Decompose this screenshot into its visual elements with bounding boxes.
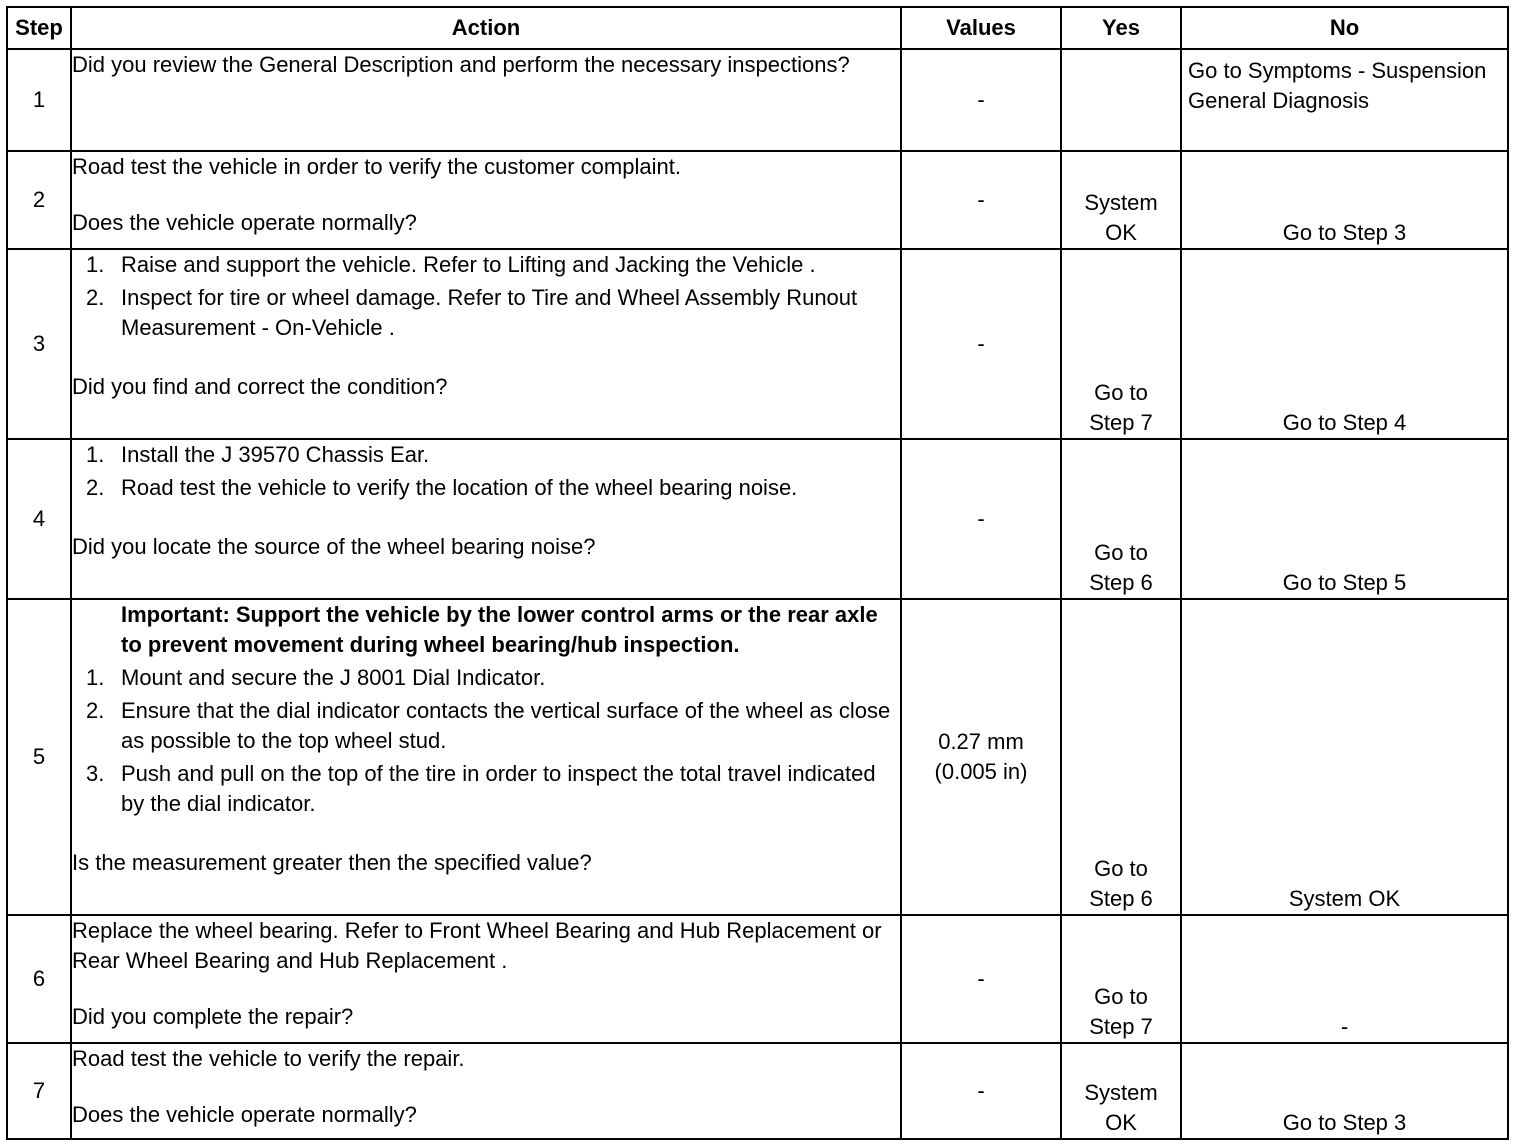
list-item: [72, 759, 900, 819]
yes-cell: [1061, 1043, 1181, 1139]
yes-cell: [1061, 49, 1181, 151]
yes-cell: [1061, 249, 1181, 439]
table-row: [7, 1043, 1508, 1139]
header-no: No: [1181, 7, 1508, 49]
item-text: Install the J 39570 Chassis Ear.: [121, 442, 430, 467]
action-cell: [71, 1043, 901, 1139]
action-question: Does the vehicle operate normally?: [72, 210, 417, 235]
table-row: [7, 439, 1508, 599]
step-number: 5: [7, 599, 71, 915]
no-cell: Go to Step 5: [1181, 439, 1508, 599]
no-cell: Go to Step 3: [1181, 151, 1508, 249]
action-intro: Road test the vehicle to verify the repair.: [72, 1046, 465, 1071]
table-row: [7, 599, 1508, 915]
procedure-list: [72, 250, 900, 343]
values-cell: [901, 599, 1061, 915]
action-intro: Replace the wheel bearing. Refer to Front Wheel Bearing and Hub Replacement or Rear Wheel Bearing and Hub Replacement .: [72, 918, 882, 973]
procedure-list: [72, 440, 900, 503]
action-cell: [71, 915, 901, 1043]
action-question: Did you locate the source of the wheel bearing noise?: [72, 534, 596, 559]
table-row: [7, 249, 1508, 439]
item-number: 1.: [86, 665, 105, 690]
item-text: Mount and secure the J 8001 Dial Indicator.: [121, 665, 546, 690]
action-question: Did you complete the repair?: [72, 1004, 354, 1029]
yes-line: Go to: [1094, 380, 1148, 405]
header-row: [7, 7, 1508, 49]
important-note: Important: Support the vehicle by the lower control arms or the rear axle to prevent movement during wheel bearing/hub inspection.: [121, 602, 878, 657]
values-cell: -: [901, 915, 1061, 1043]
action-question: Did you find and correct the condition?: [72, 374, 448, 399]
yes-line: Step 6: [1089, 570, 1153, 595]
yes-cell: [1061, 915, 1181, 1043]
item-number: 1.: [86, 442, 105, 467]
procedure-list: [72, 663, 900, 819]
action-cell: [71, 439, 901, 599]
action-cell: [71, 599, 901, 915]
yes-line: Go to: [1094, 984, 1148, 1009]
action-question: Does the vehicle operate normally?: [72, 1102, 417, 1127]
values-cell: -: [901, 439, 1061, 599]
values-cell: -: [901, 249, 1061, 439]
item-text: Push and pull on the top of the tire in order to inspect the total travel indicated by the dial indicator.: [121, 761, 876, 816]
list-item: [72, 440, 900, 470]
item-number: 3.: [86, 761, 105, 786]
yes-cell: [1061, 151, 1181, 249]
item-number: 2.: [86, 475, 105, 500]
values-cell: -: [901, 1043, 1061, 1139]
header-action: Action: [71, 7, 901, 49]
action-cell: [71, 49, 901, 151]
table-row: [7, 151, 1508, 249]
yes-cell: [1061, 599, 1181, 915]
yes-line: OK: [1105, 220, 1137, 245]
values-cell: -: [901, 49, 1061, 151]
item-text: Raise and support the vehicle. Refer to Lifting and Jacking the Vehicle .: [121, 252, 816, 277]
no-cell: Go to Symptoms - Suspension General Diagnosis: [1181, 49, 1508, 151]
table-row: [7, 49, 1508, 151]
item-number: 2.: [86, 698, 105, 723]
list-item: [72, 663, 900, 693]
yes-line: OK: [1105, 1110, 1137, 1135]
yes-line: Step 6: [1089, 886, 1153, 911]
action-intro: Road test the vehicle in order to verify the customer complaint.: [72, 154, 681, 179]
action-cell: [71, 249, 901, 439]
yes-cell: [1061, 439, 1181, 599]
header-values: Values: [901, 7, 1061, 49]
item-text: Road test the vehicle to verify the location of the wheel bearing noise.: [121, 475, 798, 500]
value-metric: 0.27 mm: [938, 729, 1024, 754]
no-cell: Go to Step 4: [1181, 249, 1508, 439]
step-number: 3: [7, 249, 71, 439]
step-number: 4: [7, 439, 71, 599]
step-number: 1: [7, 49, 71, 151]
step-number: 2: [7, 151, 71, 249]
values-cell: -: [901, 151, 1061, 249]
header-step: Step: [7, 7, 71, 49]
no-cell: Go to Step 3: [1181, 1043, 1508, 1139]
diagnostic-table: [6, 6, 1509, 1140]
yes-line: System: [1084, 1080, 1158, 1105]
action-cell: [71, 151, 901, 249]
list-item: [72, 283, 900, 343]
yes-line: Go to: [1094, 856, 1148, 881]
step-number: 6: [7, 915, 71, 1043]
list-item: [72, 696, 900, 756]
action-question: Is the measurement greater then the specified value?: [72, 850, 592, 875]
no-cell: -: [1181, 915, 1508, 1043]
no-cell: System OK: [1181, 599, 1508, 915]
list-item: [72, 250, 900, 280]
table-row: [7, 915, 1508, 1043]
yes-line: Step 7: [1089, 1014, 1153, 1039]
item-text: Inspect for tire or wheel damage. Refer to Tire and Wheel Assembly Runout Measurement - On-Vehicle .: [121, 285, 858, 340]
yes-line: Step 7: [1089, 410, 1153, 435]
item-number: 1.: [86, 252, 105, 277]
item-text: Ensure that the dial indicator contacts the vertical surface of the wheel as close as possible to the top wheel stud.: [121, 698, 891, 753]
header-yes: Yes: [1061, 7, 1181, 49]
list-item: [72, 473, 900, 503]
yes-line: System: [1084, 190, 1158, 215]
yes-line: Go to: [1094, 540, 1148, 565]
item-number: 2.: [86, 285, 105, 310]
step-number: 7: [7, 1043, 71, 1139]
action-text: Did you review the General Description and perform the necessary inspections?: [72, 52, 850, 77]
value-imperial: (0.005 in): [934, 759, 1028, 784]
